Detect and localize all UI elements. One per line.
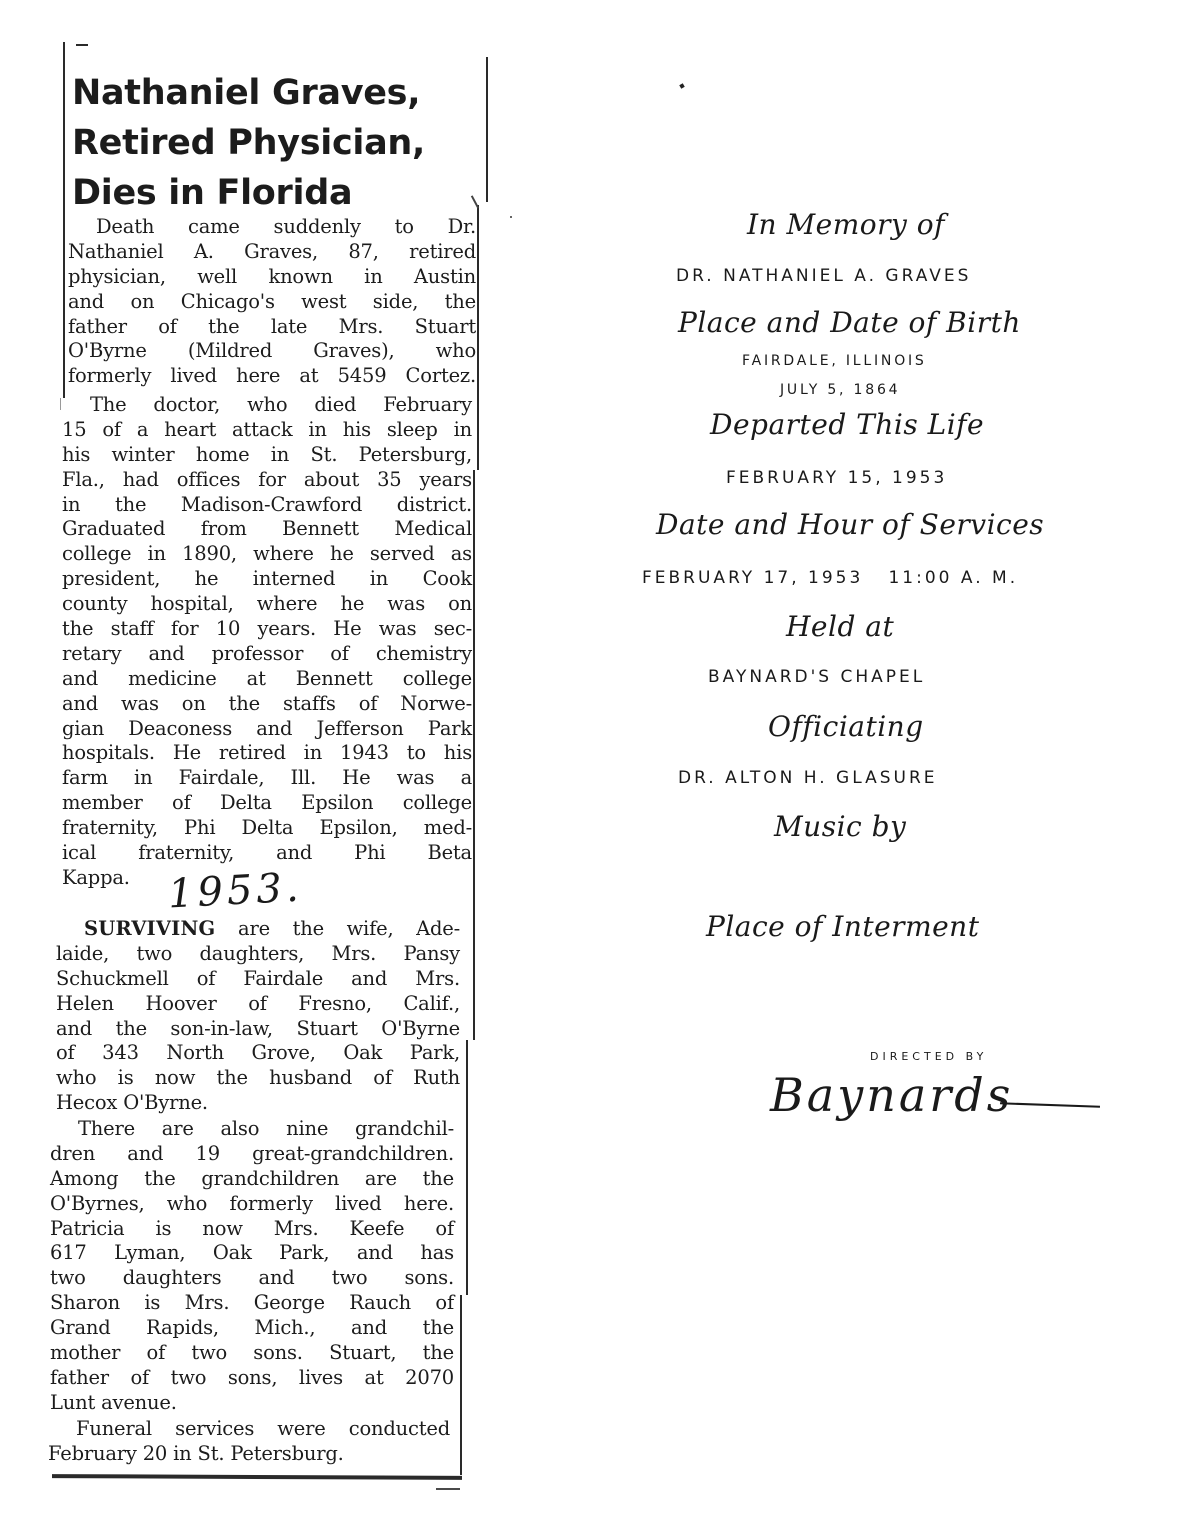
scan-mark [510, 216, 512, 218]
article-line: hospitals. He retired in 1943 to his [62, 741, 472, 765]
clipping-bottom-tick [436, 1488, 460, 1490]
handwritten-year-annotation: 1953. [166, 864, 304, 918]
article-line-text: are the wife, Ade- [215, 917, 460, 940]
article-line: father of the late Mrs. Stuart [68, 314, 476, 338]
article-line: 15 of a heart attack in his sleep in [62, 417, 472, 441]
article-line: February 20 in St. Petersburg. [48, 1441, 344, 1465]
interment-label: Place of Interment [706, 910, 980, 943]
venue-name: BAYNARD'S CHAPEL [708, 667, 926, 687]
article-line: Grand Rapids, Mich., and the [50, 1316, 454, 1340]
article-line: Schuckmell of Fairdale and Mrs. [56, 966, 460, 990]
article-line: O'Byrne (Mildred Graves), who [68, 339, 476, 363]
surviving-lead-word: SURVIVING [84, 917, 216, 940]
clipping-right-border [460, 1295, 462, 1475]
article-line: in the Madison-Crawford district. [62, 492, 472, 516]
headline-line: Nathaniel Graves, [72, 73, 421, 113]
article-line: farm in Fairdale, Ill. He was a [62, 766, 472, 790]
article-line: dren and 19 great-grandchildren. [50, 1141, 454, 1165]
article-line: 617 Lyman, Oak Park, and has [50, 1241, 454, 1265]
clipping-right-border [473, 470, 475, 1040]
officiant-name: DR. ALTON H. GLASURE [678, 768, 938, 788]
article-line: Fla., had offices for about 35 years [62, 467, 472, 491]
article-paragraph-2 [62, 393, 472, 891]
clipping-right-border [477, 205, 479, 470]
headline-line: Retired Physician, [72, 123, 426, 163]
article-line: college in 1890, where he served as [62, 542, 472, 566]
article-line: of 343 North Grove, Oak Park, [56, 1041, 460, 1065]
article-line: mother of two sons. Stuart, the [50, 1341, 454, 1365]
headline-line: Dies in Florida [72, 173, 353, 213]
article-line: The doctor, who died February [90, 393, 472, 416]
article-line: father of two sons, lives at 2070 [50, 1365, 454, 1389]
article-line: retary and professor of chemistry [62, 641, 472, 665]
services-label: Date and Hour of Services [656, 508, 1045, 541]
article-line: the staff for 10 years. He was sec- [62, 617, 472, 641]
article-line: formerly lived here at 5459 Cortez. [68, 364, 476, 388]
held-at-label: Held at [786, 610, 895, 643]
article-line: O'Byrnes, who formerly lived here. [50, 1191, 454, 1215]
article-line: who is now the husband of Ruth [56, 1066, 460, 1090]
article-line: laide, two daughters, Mrs. Pansy [56, 941, 460, 965]
article-line: and medicine at Bennett college [62, 666, 472, 690]
article-line: two daughters and two sons. [50, 1266, 454, 1290]
article-paragraph-3 [56, 917, 460, 1116]
baynards-logo: Baynards [770, 1068, 1014, 1122]
departed-label: Departed This Life [710, 408, 985, 441]
article-line: and the son-in-law, Stuart O'Byrne [56, 1016, 460, 1040]
clipping-left-border [63, 42, 65, 398]
birth-date: JULY 5, 1864 [780, 382, 901, 398]
clipping-top-tick [76, 44, 88, 46]
article-paragraph-1 [68, 215, 476, 389]
article-line: Sharon is Mrs. George Rauch of [50, 1291, 454, 1315]
article-line: Patricia is now Mrs. Keefe of [50, 1216, 454, 1240]
article-line: Death came suddenly to Dr. [96, 215, 476, 238]
clipping-left-border-fade [60, 398, 61, 410]
deceased-name: DR. NATHANIEL A. GRAVES [676, 266, 972, 286]
article-line: county hospital, where he was on [62, 592, 472, 616]
article-line: Graduated from Bennett Medical [62, 517, 472, 541]
article-line: fraternity, Phi Delta Epsilon, med- [62, 816, 472, 840]
in-memory-label: In Memory of [747, 208, 945, 241]
birth-place: FAIRDALE, ILLINOIS [742, 353, 927, 369]
article-line: Hecox O'Byrne. [56, 1091, 208, 1115]
article-line: member of Delta Epsilon college [62, 791, 472, 815]
article-line: and was on the staffs of Norwe- [62, 691, 472, 715]
clipping-right-border [486, 57, 488, 202]
article-line: gian Deaconess and Jefferson Park [62, 716, 472, 740]
birth-label: Place and Date of Birth [678, 306, 1021, 339]
article-line [56, 917, 460, 942]
article-line: and on Chicago's west side, the [68, 289, 476, 313]
officiating-label: Officiating [768, 710, 924, 743]
music-by-label: Music by [774, 810, 907, 843]
article-line: his winter home in St. Petersburg, [62, 442, 472, 466]
article-line: Helen Hoover of Fresno, Calif., [56, 991, 460, 1015]
article-line: Funeral services were conducted [76, 1417, 450, 1440]
article-line: Among the grandchildren are the [50, 1166, 454, 1190]
article-line: president, he interned in Cook [62, 567, 472, 591]
article-line: physician, well known in Austin [68, 264, 476, 288]
article-paragraph-5 [48, 1417, 450, 1467]
article-line: There are also nine grandchil- [78, 1117, 454, 1140]
clipping-right-border [466, 1040, 468, 1295]
baynards-logo-swash [1000, 1102, 1100, 1107]
article-headline [72, 68, 482, 218]
clipping-bottom-border [52, 1474, 462, 1480]
scan-mark [679, 83, 684, 88]
death-date: FEBRUARY 15, 1953 [726, 468, 948, 488]
article-line: Nathaniel A. Graves, 87, retired [68, 239, 476, 263]
article-paragraph-4 [50, 1117, 454, 1416]
article-line: ical fraternity, and Phi Beta [62, 841, 472, 865]
article-line: Lunt avenue. [50, 1390, 177, 1414]
directed-by-label: DIRECTED BY [870, 1050, 988, 1063]
services-datetime: FEBRUARY 17, 1953 11:00 A. M. [642, 568, 1019, 588]
article-line: Kappa. [62, 865, 130, 889]
